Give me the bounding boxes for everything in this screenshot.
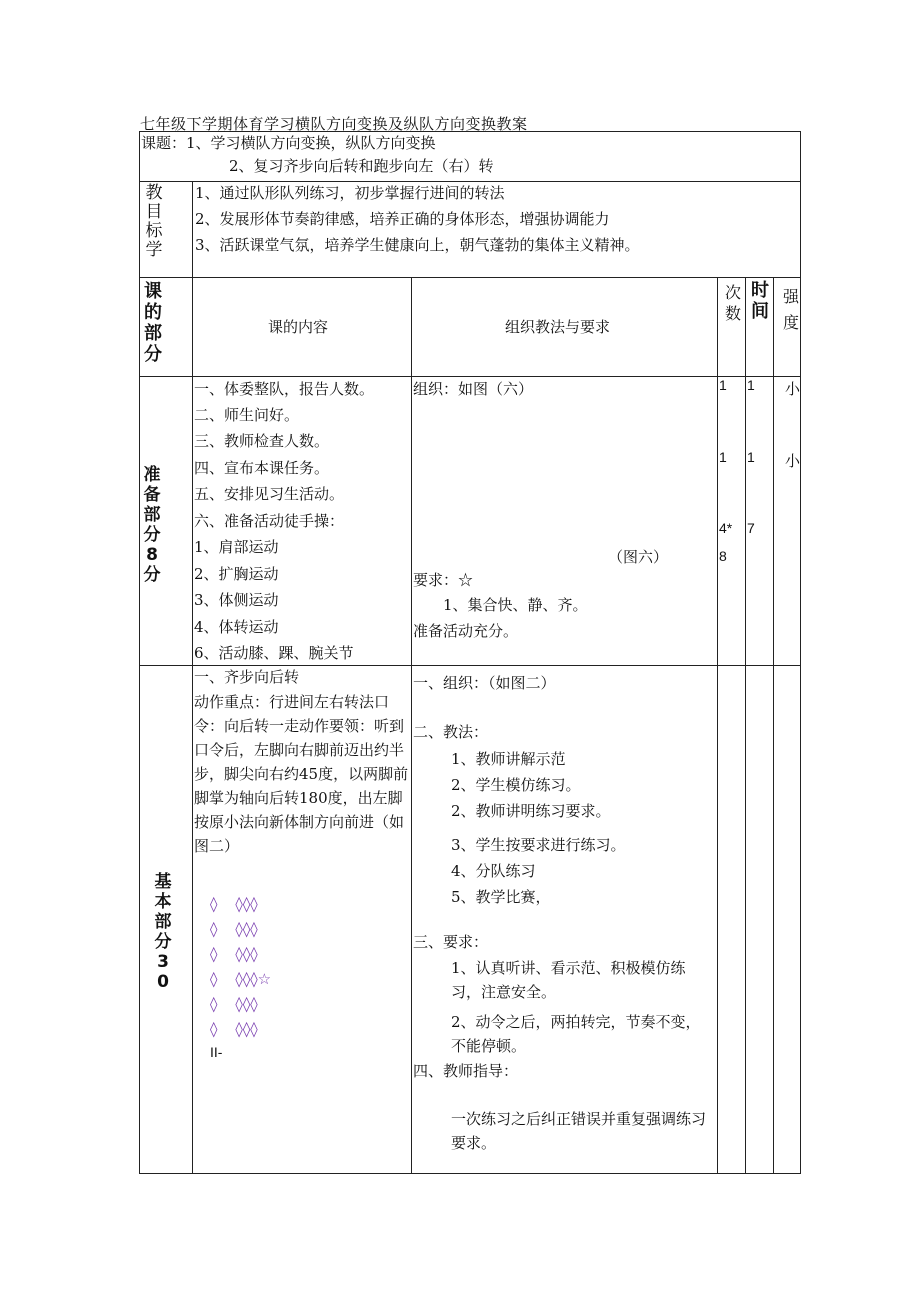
basic-guide: 四、教师指导：	[413, 1062, 519, 1080]
prep-content-item: 四、宣布本课任务。	[194, 459, 330, 477]
formation-left-icon: ◊	[210, 945, 218, 963]
basic-req-2: 2、动令之后，两拍转完，节奏不变，不能停顿。	[451, 1013, 701, 1055]
topic-line-1: 课题：1、学习横队方向变换，纵队方向变换	[141, 134, 436, 152]
topic-line-2: 2、复习齐步向后转和跑步向左（右）转	[229, 157, 494, 175]
col-divider-time	[773, 277, 774, 1174]
formation-diagram-row	[210, 1022, 258, 1037]
prep-count: 1	[719, 449, 727, 465]
formation-left-icon: ◊	[210, 995, 218, 1013]
formation-left-icon: ◊	[210, 920, 218, 938]
prep-figure-caption: （图六）	[608, 548, 669, 566]
prep-content-item: 六、准备活动徒手操：	[194, 512, 345, 530]
basic-teach-item: 4、分队练习	[451, 862, 536, 880]
basic-org: 一、组织：（如图二）	[413, 674, 556, 692]
prep-req: 要求：☆	[413, 571, 474, 589]
prep-content-item: 二、师生问好。	[194, 406, 300, 424]
formation-diagram-tail: II-	[210, 1044, 223, 1060]
basic-teach-item: 5、教学比赛，	[451, 888, 551, 906]
prep-content-item: 4、体转运动	[194, 618, 279, 636]
prep-intensity: 小	[785, 452, 801, 470]
goal-item: 1、通过队形队列练习，初步掌握行进间的转法	[195, 184, 505, 202]
prep-content-item: 3、体侧运动	[194, 591, 279, 609]
formation-diagram-row	[210, 947, 258, 962]
formation-diagram-row	[210, 897, 258, 912]
formation-diagram-row	[210, 972, 271, 987]
row-divider-goals	[139, 277, 801, 278]
prep-content-item: 2、扩胸运动	[194, 565, 279, 583]
basic-teach: 二、教法：	[413, 723, 489, 741]
formation-diagram-row	[210, 997, 258, 1012]
formation-diagram-row	[210, 922, 258, 937]
prep-content-item: 1、肩部运动	[194, 538, 279, 556]
formation-right-icons: ◊◊◊	[235, 920, 258, 938]
prep-content-item: 三、教师检查人数。	[194, 432, 330, 450]
formation-right-icons: ◊◊◊☆	[235, 970, 272, 988]
prep-time: 7	[747, 520, 755, 536]
prep-label: 准备部分8分	[143, 465, 161, 585]
basic-req-1: 1、认真听讲、看示范、积极模仿练习，注意安全。	[451, 959, 686, 1001]
prep-count: 8	[719, 548, 727, 564]
prep-org: 组织：如图（六）	[413, 380, 534, 398]
formation-left-icon: ◊	[210, 895, 218, 913]
col-divider-method	[717, 277, 718, 1174]
row-divider-prep	[139, 665, 801, 666]
basic-label: 基本部分30	[154, 872, 172, 992]
row-divider-header	[139, 376, 801, 377]
basic-content-title: 一、齐步向后转	[194, 668, 300, 686]
basic-teach-item: 2、学生模仿练习。	[451, 776, 581, 794]
goals-label: 教目标学	[145, 183, 163, 260]
prep-time: 1	[747, 377, 755, 393]
goal-item: 3、活跃课堂气氛，培养学生健康向上，朝气蓬勃的集体主义精神。	[195, 236, 640, 254]
page-title: 七年级下学期体育学习横队方向变换及纵队方向变换教案	[140, 115, 528, 133]
prep-req-1: 1、集合快、静、齐。	[443, 596, 588, 614]
col-divider-part	[192, 181, 193, 1174]
prep-content-item: 一、体委整队，报告人数。	[194, 380, 375, 398]
header-method: 组织教法与要求	[505, 318, 611, 336]
formation-right-icons: ◊◊◊	[235, 995, 258, 1013]
header-count: 次数	[724, 283, 741, 323]
formation-left-icon: ◊	[210, 970, 218, 988]
goal-item: 2、发展形体节奏韵律感，培养正确的身体形态，增强协调能力	[195, 210, 610, 228]
basic-teach-item: 3、学生按要求进行练习。	[451, 836, 626, 854]
formation-right-icons: ◊◊◊	[235, 945, 258, 963]
basic-req: 三、要求：	[413, 933, 489, 951]
header-time: 时间	[751, 280, 769, 322]
prep-count: 4*	[719, 520, 733, 536]
header-content: 课的内容	[268, 318, 329, 336]
formation-left-icon: ◊	[210, 1020, 218, 1038]
basic-content-text: 动作重点：行进间左右转法口令：向后转一走动作要领：听到口令后，左脚向右脚前迈出约半步，脚尖向右约45度，以两脚前脚掌为轴向后转180度，出左脚按原小法向新体制方向前进（如图二）	[194, 693, 409, 855]
header-intensity: 强度	[782, 287, 799, 332]
prep-intensity: 小	[785, 380, 801, 398]
row-divider-topic	[139, 181, 801, 182]
col-divider-content	[411, 277, 412, 1174]
prep-content-item: 6、活动膝、踝、腕关节	[194, 644, 354, 662]
basic-teach-item: 1、教师讲解示范	[451, 750, 566, 768]
col-divider-count	[745, 277, 746, 1174]
header-part: 课的部分	[144, 281, 162, 365]
basic-guide-text: 一次练习之后纠正错误并重复强调练习要求。	[451, 1110, 707, 1152]
prep-content-item: 五、安排见习生活动。	[194, 485, 345, 503]
prep-req-2: 准备活动充分。	[413, 622, 519, 640]
basic-teach-item: 2、教师讲明练习要求。	[451, 802, 611, 820]
prep-count: 1	[719, 377, 727, 393]
prep-time: 1	[747, 449, 755, 465]
formation-right-icons: ◊◊◊	[235, 895, 258, 913]
formation-right-icons: ◊◊◊	[235, 1020, 258, 1038]
